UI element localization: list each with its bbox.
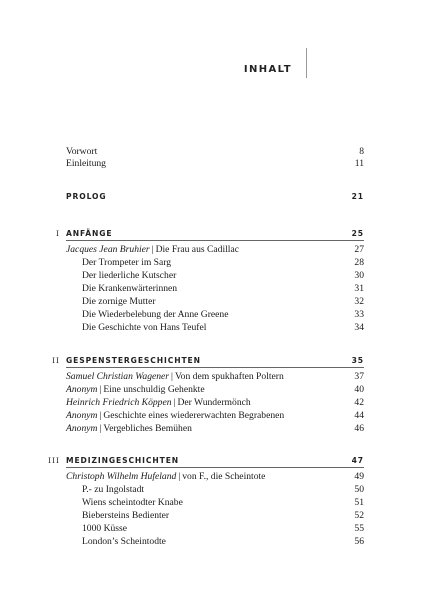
section-number: III <box>48 456 60 465</box>
entry-title: Von dem spukhaften Poltern <box>174 371 284 382</box>
toc-entry[interactable]: Christoph Wilhelm Hufeland | von F., die Scheintote 49 <box>66 471 364 482</box>
entry-author: Anonym <box>66 410 98 421</box>
section-title: ANFÄNGE <box>66 229 113 238</box>
entry-page: 30 <box>354 270 364 281</box>
entry-page: 55 <box>354 523 364 534</box>
section-page: 25 <box>351 229 364 238</box>
entry-title: Die zornige Mutter <box>82 296 156 307</box>
section-page: 21 <box>351 192 364 201</box>
entry-page: 27 <box>354 244 364 255</box>
toc-entry[interactable] <box>66 483 364 496</box>
section-divider <box>66 240 364 241</box>
entry-title: Vergebliches Bemühen <box>103 423 192 434</box>
entry-page: 50 <box>354 484 364 495</box>
entry-title: P.- zu Ingolstadt <box>82 484 145 495</box>
entry-page: 31 <box>354 283 364 294</box>
entry-page: 32 <box>354 296 364 307</box>
entry-title: Der Trompeter im Sarg <box>82 257 172 268</box>
entry-page: 37 <box>354 371 364 382</box>
entry-title: Wiens scheintodter Knabe <box>82 497 183 508</box>
toc-entry[interactable]: Anonym | Geschichte eines wiedererwachten Begrabenen 44 <box>66 410 364 421</box>
entry-page: 42 <box>354 397 364 408</box>
section-number: I <box>56 229 60 238</box>
toc-entry[interactable]: Heinrich Friedrich Köppen | Der Wundermönch 42 <box>66 397 364 408</box>
toc-entry[interactable] <box>66 282 364 295</box>
entry-page: 8 <box>359 146 364 157</box>
section-title: PROLOG <box>66 192 107 201</box>
entry-title: 1000 Küsse <box>82 523 128 534</box>
entry-author: Anonym <box>66 384 98 395</box>
entry-title: Vorwort <box>66 146 98 157</box>
entry-page: 46 <box>354 423 364 434</box>
entry-page: 40 <box>354 384 364 395</box>
entry-page: 33 <box>354 309 364 320</box>
toc-entry[interactable] <box>66 522 364 535</box>
section-title: GESPENSTERGESCHICHTEN <box>66 356 201 365</box>
section-page: 35 <box>351 356 364 365</box>
toc-entry[interactable]: Jacques Jean Bruhier | Die Frau aus Cadillac 27 <box>66 244 364 255</box>
page-title: INHALT <box>243 64 292 75</box>
entry-title: Eine unschuldig Gehenkte <box>103 384 205 395</box>
entry-title: Geschichte eines wiedererwachten Begrabenen <box>103 410 285 421</box>
toc-entry[interactable] <box>66 295 364 308</box>
toc-entry[interactable] <box>66 256 364 269</box>
toc-entry[interactable]: Anonym | Eine unschuldig Gehenkte 40 <box>66 384 364 395</box>
entry-page: 11 <box>354 158 364 169</box>
entry-title: Die Wiederbelebung der Anne Greene <box>82 309 229 320</box>
entry-title: Einleitung <box>66 158 106 169</box>
entry-title: London’s Scheintodte <box>82 536 166 547</box>
section-divider <box>66 467 364 468</box>
entry-page: 49 <box>354 471 364 482</box>
entry-page: 56 <box>354 536 364 547</box>
entry-author: Christoph Wilhelm Hufeland <box>66 471 177 482</box>
entry-author: Jacques Jean Bruhier <box>66 244 150 255</box>
entry-author: Samuel Christian Wagener <box>66 371 170 382</box>
entry-title: von F., die Scheintote <box>182 471 266 482</box>
section-number: II <box>52 356 60 365</box>
section-page: 47 <box>351 456 364 465</box>
section-title: MEDIZINGESCHICHTEN <box>66 456 180 465</box>
toc-entry[interactable] <box>66 535 364 548</box>
entry-title: Biebersteins Bedienter <box>82 510 170 521</box>
entry-title: Die Frau aus Cadillac <box>155 244 239 255</box>
entry-page: 34 <box>354 322 364 333</box>
entry-page: 51 <box>354 497 364 508</box>
entry-page: 52 <box>354 510 364 521</box>
toc-entry[interactable] <box>66 321 364 334</box>
entry-title: Die Krankenwärterinnen <box>82 283 178 294</box>
toc-entry-einleitung[interactable] <box>66 157 364 170</box>
section-divider <box>66 367 364 368</box>
entry-title: Der liederliche Kutscher <box>82 270 177 281</box>
toc-entry[interactable] <box>66 509 364 522</box>
toc-entry[interactable] <box>66 308 364 321</box>
entry-page: 44 <box>354 410 364 421</box>
entry-page: 28 <box>354 257 364 268</box>
toc-entry[interactable]: Anonym | Vergebliches Bemühen 46 <box>66 423 364 434</box>
entry-author: Anonym <box>66 423 98 434</box>
entry-author: Heinrich Friedrich Köppen <box>66 397 172 408</box>
toc-entry[interactable] <box>66 496 364 509</box>
entry-title: Der Wundermönch <box>177 397 251 408</box>
toc-entry[interactable]: Samuel Christian Wagener | Von dem spukhaften Poltern 37 <box>66 371 364 382</box>
toc-entry[interactable] <box>66 269 364 282</box>
toc-section-prolog[interactable] <box>40 192 364 205</box>
entry-title: Die Geschichte von Hans Teufel <box>82 322 207 333</box>
